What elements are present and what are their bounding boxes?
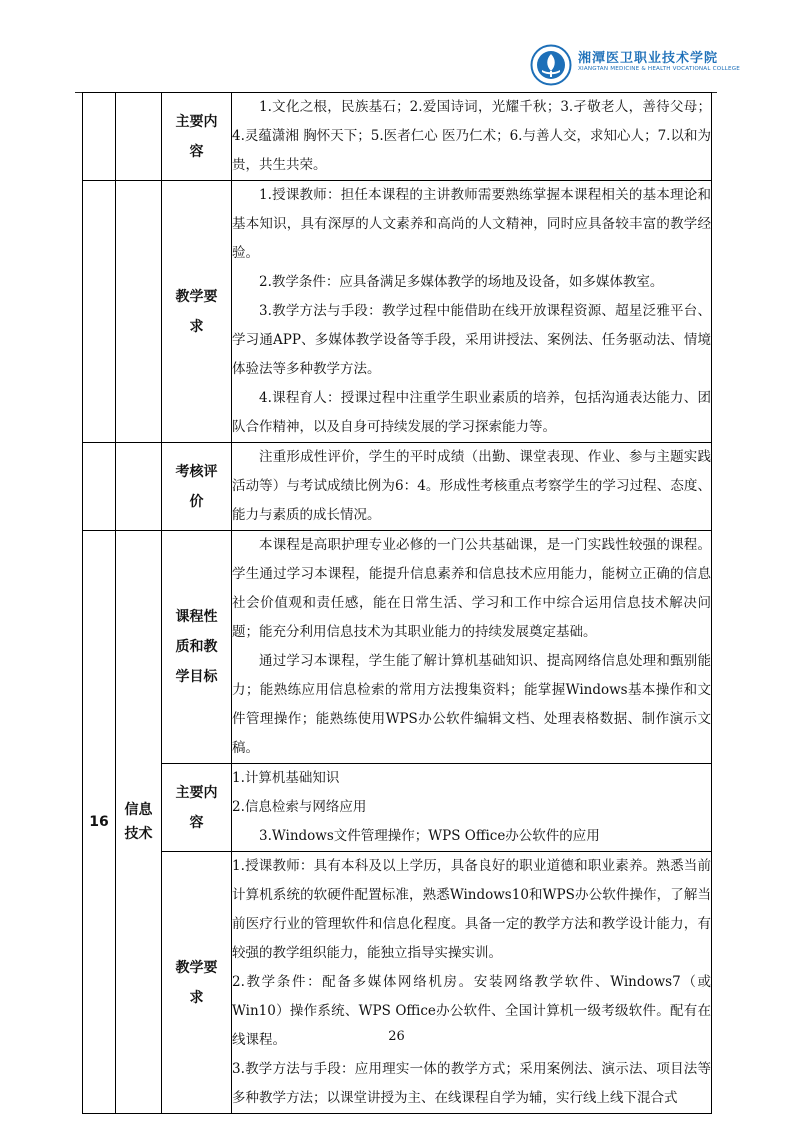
assessment-text: 注重形成性评价，学生的平时成绩（出勤、课堂表现、作业、参与主题实践活动等）与考试成绩比例为6：4。形成性考核重点考察学生的学习过程、态度、能力与素质的成长情况。: [232, 443, 712, 531]
curriculum-table: [82, 92, 712, 1114]
table-row: [83, 764, 712, 852]
course-name-cell: [116, 181, 162, 443]
number-cell: [83, 181, 116, 443]
table-row: [83, 181, 712, 443]
teaching-req-label: 教学要 求: [162, 181, 232, 443]
number-cell: [83, 93, 116, 181]
table-row: [83, 531, 712, 764]
course-nature-text: 本课程是高职护理专业必修的一门公共基础课，是一门实践性较强的课程。学生通过学习本课程，能提升信息素养和信息技术应用能力，能树立正确的信息社会价值观和责任感，能在日常生活、学习和工作中综合运用信息技术解决问题；能充分利用信息技术为其职业能力的持续发展奠定基础。 通过学习本课程，学生能了解计算机基础知识、提高网络信息处理和甄别能力；能熟练应用信息检索的常用方法搜集资料；能掌握Windows基本操作和文件管理操作；能熟练使用WPS办公软件编辑文档、处理表格数据、制作演示文稿。: [232, 531, 712, 764]
table-row: [83, 93, 712, 181]
main-content-label: 主要内 容: [162, 764, 232, 852]
course-nature-label: 课程性 质和教 学目标: [162, 531, 232, 764]
table-row: [83, 852, 712, 1114]
teaching-req-text: 1.授课教师：具有本科及以上学历，具备良好的职业道德和职业素养。熟悉当前计算机系统的软硬件配置标准，熟悉Windows10和WPS办公软件操作，了解当前医疗行业的管理软件和信息化程度。具备一定的教学方法和教学设计能力，有较强的教学组织能力，能独立指导实操实训。 2.教学条件：配备多媒体网络机房。安装网络教学软件、Windows7（或Win10）操作系统、WPS Office办公软件、全国计算机一级考级软件。配有在线课程。 3.教学方法与手段：应用理实一体的教学方式；采用案例法、演示法、项目法等多种教学方法；以课堂讲授为主、在线课程自学为辅，实行线上线下混合式: [232, 852, 712, 1114]
course-name-cell: [116, 93, 162, 181]
college-emblem-icon: [530, 44, 572, 86]
number-cell: [83, 443, 116, 531]
teaching-req-label: 教学要 求: [162, 852, 232, 1114]
course-name-cell: [116, 443, 162, 531]
assessment-label: 考核评 价: [162, 443, 232, 531]
college-logo: [530, 44, 740, 88]
main-content-text: 1.计算机基础知识 2.信息检索与网络应用 3.Windows文件管理操作；WPS Office办公软件的应用: [232, 764, 712, 852]
college-name-en: XIANGTAN MEDICINE & HEALTH VOCATIONAL COLLEGE: [578, 66, 740, 72]
course-number: 16: [83, 531, 116, 1114]
page-number: 26: [388, 1029, 405, 1044]
main-content-text: 1.文化之根，民族基石；2.爱国诗词，光耀千秋；3.孑敬老人，善待父母；4.灵蕴潇湘 胸怀天下；5.医者仁心 医乃仁术；6.与善人交，求知心人；7.以和为贵，共生共荣。: [232, 93, 712, 181]
college-name: 湘潭医卫职业技术学院: [578, 51, 719, 66]
course-name: 信息 技术: [116, 531, 162, 1114]
table-row: [83, 443, 712, 531]
teaching-req-text: 1.授课教师：担任本课程的主讲教师需要熟练掌握本课程相关的基本理论和基本知识，具有深厚的人文素养和高尚的人文精神，同时应具备较丰富的教学经验。 2.教学条件：应具备满足多媒体教学的场地及设备，如多媒体教室。 3.教学方法与手段：教学过程中能借助在线开放课程资源、超星泛雅平台、学习通APP、多媒体教学设备等手段，采用讲授法、案例法、任务驱动法、情境体验法等多种教学方法。 4.课程育人：授课过程中注重学生职业素质的培养，包括沟通表达能力、团队合作精神，以及自身可持续发展的学习探索能力等。: [232, 181, 712, 443]
main-content-label: 主要内 容: [162, 93, 232, 181]
